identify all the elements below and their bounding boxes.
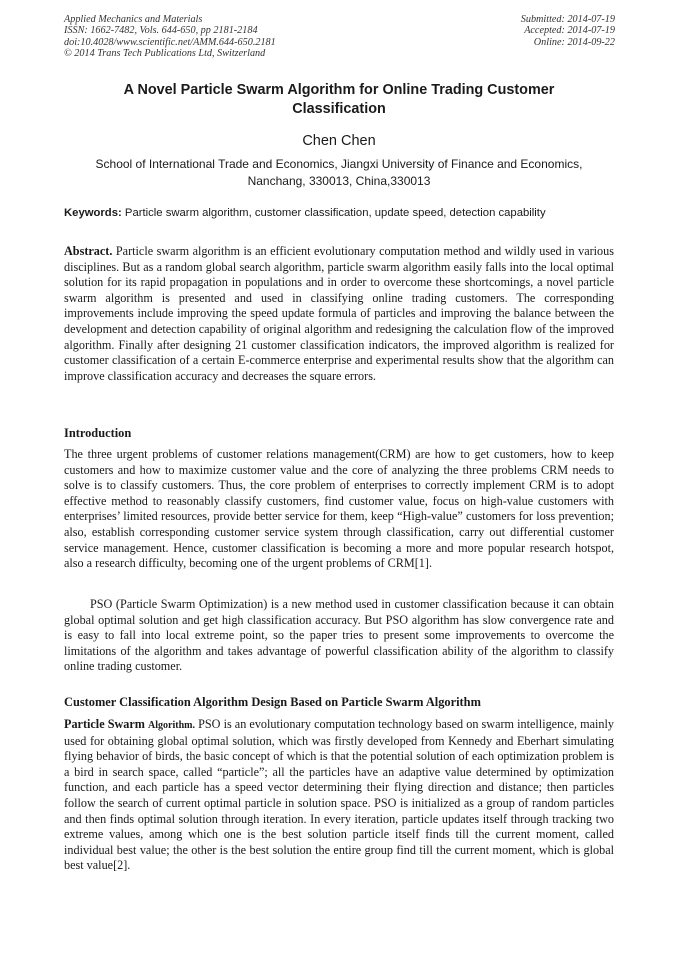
pso-text: PSO is an evolutionary computation technology based on swarm intelligence, mainly used for obtaining global optimal solution, which was firstly developed from Kennedy and Eberhart simulating flying behavior of birds, the basic concept of which is that the potential solution of each optimization problem is a bird in search space, called “particle”; all the particles have an adaptive value determined by optimization function, and each particle has a speed vector determining their flying direction and distance; then particles follow the search of current optimal particle in solution space. PSO is initialized as a group of random particles and then finds optimal solution through iteration. In every iteration, particle updates itself through tracking two extreme values, among which one is the best solution particle itself finds till the current moment, called individual best value; the other is the best solution the entire group find till the current moment, which is global best value[2].	[64, 717, 614, 873]
title-line-2: Classification	[292, 100, 386, 117]
keywords-label: Keywords:	[64, 207, 122, 219]
pso-label-main: Particle Swarm	[64, 717, 149, 731]
abstract-label: Abstract.	[64, 244, 113, 258]
introduction-paragraph-2: PSO (Particle Swarm Optimization) is a new method used in customer classification because it can obtain global optimal solution and get high classification accuracy. But PSO algorithm has slow convergence rate and is easy to fall into local extreme point, so the paper tries to present some improvements to overcome the limitations of the algorithm and takes advantage of powerful classification ability of the algorithm to classify online trading customer.	[64, 597, 614, 674]
issn-line: ISSN: 1662-7482, Vols. 644-650, pp 2181-2184	[64, 25, 258, 37]
affiliation	[64, 156, 614, 189]
section-heading: Customer Classification Algorithm Design Based on Particle Swarm Algorithm	[64, 695, 481, 709]
accepted-date: Accepted: 2014-07-19	[524, 25, 615, 37]
abstract	[64, 244, 614, 384]
affiliation-line-2: Nanchang, 330013, China,330013	[247, 173, 431, 188]
paper-title	[64, 81, 614, 118]
title-line-1: A Novel Particle Swarm Algorithm for Online Trading Customer	[123, 82, 555, 98]
dates-header	[521, 14, 615, 48]
keywords-text: Particle swarm algorithm, customer classification, update speed, detection capability	[121, 207, 546, 219]
author-name: Chen Chen	[302, 133, 376, 149]
introduction-heading: Introduction	[64, 426, 132, 440]
doi-line[interactable]: doi:10.4028/www.scientific.net/AMM.644-650.2181	[64, 36, 276, 48]
online-date: Online: 2014-09-22	[533, 36, 615, 48]
abstract-text: Particle swarm algorithm is an efficient evolutionary computation method and wildly used in various disciplines. But as a random global search algorithm, particle swarm algorithm easily falls into the local optimal solution for its rapid propagation in populations and in order to overcome these shortcomings, a novel particle swarm algorithm is presented and used in classifying online trading customers. The corresponding improvements include improving the speed update formula of particles and improving the balance between the development and detection capability of original algorithm and redesigning the calculation flow of the improved algorithm. Finally after designing 21 customer classification indicators, the improved algorithm is realized for customer classification of a certain E-commerce enterprise and experimental results show that the algorithm can improve classification accuracy and decreases the square errors.	[64, 244, 614, 383]
submitted-date: Submitted: 2014-07-19	[520, 14, 615, 25]
journal-name: Applied Mechanics and Materials	[64, 14, 203, 25]
pso-run-in-heading	[64, 717, 195, 731]
introduction-paragraph-1: The three urgent problems of customer relations management(CRM) are how to get customers, how to keep customers and how to maximize customer value and the core of analyzing the three problems CRM needs to solve is to classify customers. Thus, the core problem of enterprises to correctly implement CRM is to adopt effective method to reasonably classify customers, find customer value, focus on high-value customers with enterprises’ limited resources, provide better service for them, keep “High-value” customers for loss prevention; also, establish corresponding customer service system through classification, carry out differential customer service management. Hence, customer classification is becoming a more and more popular research hotspot, also a research difficulty, becoming one of the urgent problems of CRM[1].	[64, 447, 614, 571]
pso-label-small: Algorithm.	[148, 720, 195, 731]
keywords	[64, 206, 624, 221]
affiliation-line-1: School of International Trade and Economics, Jiangxi University of Finance and Economics,	[95, 157, 583, 171]
copyright-line: © 2014 Trans Tech Publications Ltd, Switzerland	[64, 47, 266, 59]
pso-paragraph	[64, 717, 614, 874]
journal-header	[64, 14, 276, 59]
